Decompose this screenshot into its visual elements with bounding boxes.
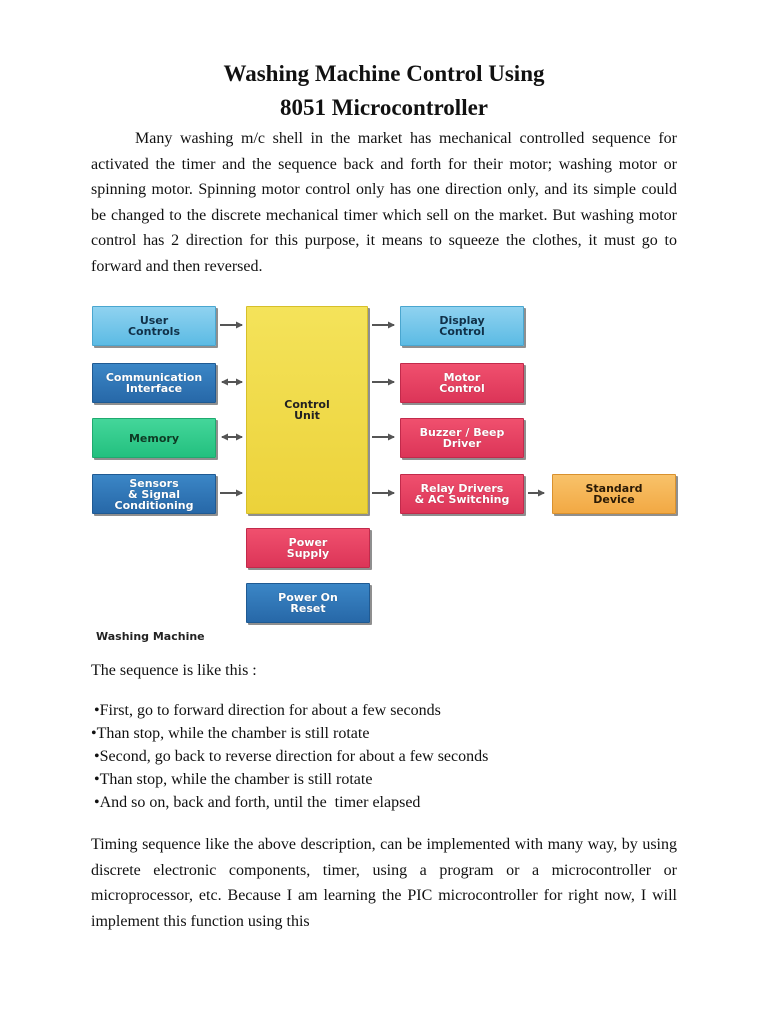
block-sensors-label: Sensors & Signal Conditioning (114, 476, 194, 512)
block-diagram (90, 302, 690, 650)
closing-paragraph: Timing sequence like the above description, can be implemented with many way, by using discrete electronic components, timer, using a program or a microcontroller or microprocessor, etc. Because I am learning the PIC microcontroller for right now, I will implement this function using this (91, 836, 677, 930)
block-power-on-reset-label: Power On Reset (278, 591, 338, 615)
block-power-supply (246, 528, 370, 568)
block-user-controls-label: User Controls (127, 314, 181, 338)
block-relay-drivers-label: Relay Drivers & AC Switching (414, 482, 510, 506)
block-control-unit (246, 306, 368, 514)
sequence-bullet-2: •Than stop, while the chamber is still rotate (91, 725, 370, 742)
sequence-bullet-4: •Than stop, while the chamber is still rotate (94, 771, 373, 788)
block-display-control-label: Display Control (439, 314, 485, 338)
diagram-caption: Washing Machine (96, 630, 205, 643)
sequence-intro: The sequence is like this : (91, 662, 257, 679)
block-power-on-reset (246, 583, 370, 623)
document-title-line-1: Washing Machine Control Using (223, 61, 545, 86)
block-display-control (400, 306, 524, 346)
block-motor-control-label: Motor Control (439, 371, 485, 395)
block-communication-interface-label: Communication Interface (105, 371, 203, 395)
block-control-unit-label: Control Unit (284, 398, 330, 422)
block-buzzer-driver (400, 418, 524, 458)
block-memory (92, 418, 216, 458)
block-user-controls (92, 306, 216, 346)
block-communication-interface (92, 363, 216, 403)
block-standard-device (552, 474, 676, 514)
block-standard-device-label: Standard Device (585, 482, 643, 506)
block-motor-control (400, 363, 524, 403)
intro-paragraph: Many washing m/c shell in the market has mechanical controlled sequence for activated the timer and the sequence back and forth for their motor; washing motor or spinning motor. Spinning motor control only has one direction only, and its simple could be changed to the discrete mechanical timer which sell on the market. But washing motor control has 2 direction for this purpose, it means to squeeze the clothes, it must go to forward and then reversed. (91, 130, 677, 275)
block-buzzer-driver-label: Buzzer / Beep Driver (419, 426, 505, 450)
sequence-bullet-3: •Second, go back to reverse direction for about a few seconds (94, 748, 489, 765)
sequence-bullet-1: •First, go to forward direction for about a few seconds (94, 702, 441, 719)
document-title-line-2: 8051 Microcontroller (280, 95, 488, 120)
block-power-supply-label: Power Supply (286, 536, 330, 560)
block-sensors (92, 474, 216, 514)
block-relay-drivers (400, 474, 524, 514)
block-memory-label: Memory (128, 431, 180, 445)
sequence-bullet-5: •And so on, back and forth, until the timer elapsed (94, 794, 421, 811)
